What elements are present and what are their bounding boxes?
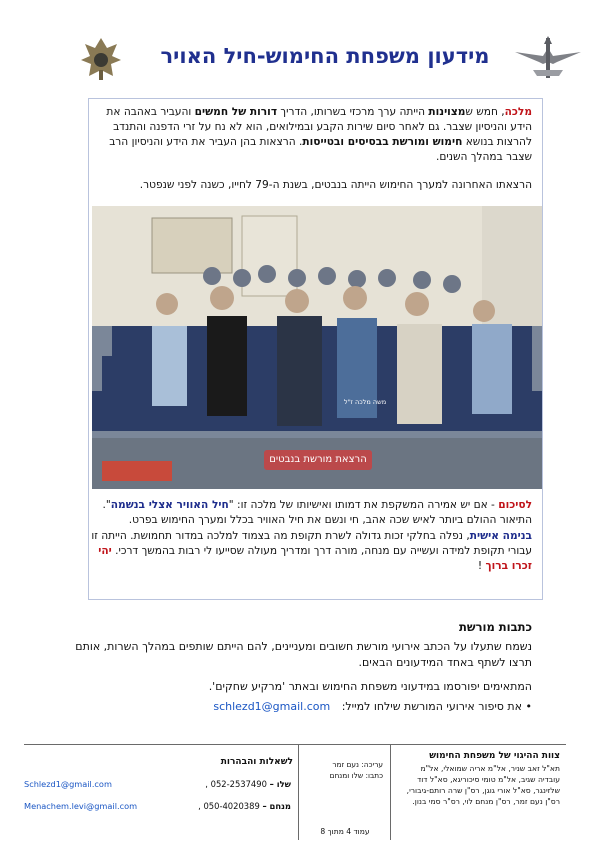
writers-line: כתבו: שלו ומנחם [329, 771, 383, 780]
photo-label: משה מלכה ז"ל [344, 398, 387, 406]
memorial-phrase: יהי זכרו ברוך [98, 545, 532, 572]
personal-label: בנימה אישית [469, 530, 532, 542]
heritage-text: המתאימים יפורסמו במידעוני משפחת החימוש ובאתר 'מרקיע שחקים'. [208, 680, 532, 693]
heritage-text: נשמח שתעלו על הכתב אירועי מורשת חשובים ומעניינים, להם הייתם שותפים במהלך השרות, אותם תרצו לשתף באחד המידעונים הבאים. [75, 640, 532, 669]
article-paragraph: בנימה אישית, נפלה בחלקי זכות גדולה לשרת תקופת מה בצמוד למלכה במדור תחמושת. הייתה זו עבורי תקופת למידה ועשייה עם מנחה, מורה דרך ומדריך מעולה שסייעו לי רבות בהמשך דרכי. יהי זכרו ברוך ! [91, 530, 532, 572]
lecture-photo [92, 206, 542, 489]
contact-email-link[interactable]: Schlezd1@gmail.com [24, 779, 112, 789]
contact-email-link[interactable]: Menachem.levi@gmail.com [24, 801, 138, 811]
article-paragraph: מלכה, חמש שמצוינות הייתה ערך מרכזי בשרותו, הדריך דורות של חמשים והעביר באהבה את הידע והניסיון שצבר. גם לאחר סיום שירות הקבע ובמילואים, הוא לא נח על זרי הדפנה והתנדב להרצות בנושא חימוש ומורשת בבסיסים ובטייסות. הרצאות בהן העביר את הידע והניסיון הרב שצבר במהלך השנים. [106, 106, 532, 163]
contact-row: מנחם – 050-4020389 , Menachem.levi@gmail.com [24, 801, 291, 811]
ordnance-wings-icon [513, 34, 583, 84]
editorial-info [298, 745, 391, 840]
page-title: מידעון משפחת החימוש-חיל האויר [160, 44, 490, 68]
editor-line: עריכה: נעם זמר [332, 760, 383, 769]
article-paragraph: לסיכום - אם יש אמירה המשקפת את דמותו ואישיותו של מלכה זו: "חיל האוויר אצלי בנשמה". התיאור ההולם ביותר לאיש שכה אהב, חי ונשם את חיל האוויר בכלל ומערך החימוש בפרט. [102, 499, 532, 526]
highlight-name: מלכה [504, 106, 532, 118]
heritage-title: כתבות מורשת [459, 620, 532, 634]
photo-caption: הרצאת מורשת בנבטים [264, 450, 372, 470]
contact-info [24, 745, 299, 840]
page-number: עמוד 4 מתוך 8 [320, 827, 370, 836]
bullet-icon: • [525, 700, 532, 713]
footer [24, 744, 566, 840]
quote: חיל האוויר אצלי בנשמה [110, 499, 229, 511]
team-title: צוות ההיגוי של משפחת החימוש [429, 751, 560, 761]
steering-team [390, 745, 566, 840]
contact-title: לשאלות והבהרות [220, 757, 293, 767]
email-bullet: • את סיפור אירועי המורשת שילחו למייל: schlezd1@gmail.com [213, 700, 532, 713]
article-paragraph: הרצאתו האחרונה למערך החימוש הייתה בנבטים, בשנת ה-79 לחייו, כשנה לפני שנפטר. [139, 179, 532, 191]
contact-row: שלו – 052-2537490 , Schlezd1@gmail.com [24, 779, 291, 789]
team-list: תא"ל זאב שניר, אל"מ אריה שמואלי, אל"מ עובדיה שגיב, אל"מ טומי סיכוריגא, סא"ל דוד שלזינגר, סא"ל אורי גוגן, רס"ן שרה רותם-גיבורי, רס"ן נעם זמר, רס"ן מנחם לוי, רס"ר סמי בנון. [406, 764, 560, 806]
page-header [75, 30, 575, 88]
summary-label: לסיכום [498, 499, 532, 511]
iaf-emblem-icon [77, 34, 125, 84]
heritage-email-link[interactable]: schlezd1@gmail.com [213, 700, 331, 713]
